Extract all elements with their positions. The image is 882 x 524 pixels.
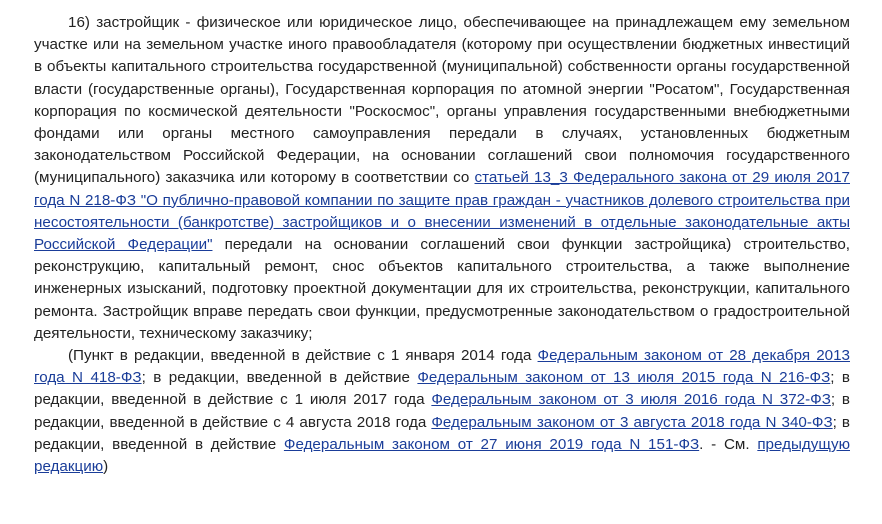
law-link-151-fz[interactable]: Федеральным законом от 27 июня 2019 года N 151-ФЗ	[283, 435, 700, 453]
paragraph-text-2: передали на основании соглашений свои функции застройщика) строительство, реконструкцию, капитальный ремонт, снос объектов капитального строительства, а также выполнение инженерных изысканий, подготовку проектной документации для их строительства, реконструкции, капитального ремонта. Застройщик вправе передать свои функции, предусмотренные законодательством о градостроительной деятельности, техническому заказчику;	[34, 236, 850, 342]
note-text-5: ; в редакции, введенной в действие	[34, 413, 850, 453]
note-text-4: ; в редакции, введенной в действие с 4 августа 2018 года	[34, 391, 850, 431]
revision-note	[34, 345, 850, 478]
paragraph-text-1: 16) застройщик - физическое или юридическое лицо, обеспечивающее на принадлежащем ему земельном участке или на земельном участке иного правообладателя (которому при осуществлении бюджетных инвестиций в объекты капитального строительства государственной (муниципальной) собственности органы государственной власти (государственные органы), Государственная корпорация по атомной энергии "Росатом", Государственная корпорация по космической деятельности "Роскосмос", органы управления государственными внебюджетными фондами или органы местного самоуправления передали в случаях, установленных бюджетным законодательством Российской Федерации, на основании соглашений свои полномочия государственного (муниципального) заказчика или которому в соответствии со	[34, 14, 850, 187]
note-text-2: ; в редакции, введенной в действие	[141, 369, 418, 387]
note-text-6: . - См.	[699, 435, 758, 453]
previous-revision-link[interactable]: предыдущую редакцию	[34, 435, 850, 476]
definition-paragraph	[34, 12, 850, 345]
note-text-1: (Пункт в редакции, введенной в действие с 1 января 2014 года	[68, 347, 538, 365]
note-text-7: )	[103, 458, 109, 476]
law-link-418-fz[interactable]: Федеральным законом от 28 декабря 2013 года N 418-ФЗ	[34, 347, 850, 387]
law-link-218-fz[interactable]: статьей 13_3 Федерального закона от 29 июля 2017 года N 218-ФЗ "О публично-правовой компании по защите прав граждан - участников долевого строительства при несостоятельности (банкротстве) застройщиков и о внесении изменений в отдельные законодательные акты Российской Федерации"	[34, 169, 850, 254]
law-link-216-fz[interactable]: Федеральным законом от 13 июля 2015 года N 216-ФЗ	[417, 369, 831, 387]
law-link-340-fz[interactable]: Федеральным законом от 3 августа 2018 года N 340-ФЗ	[431, 413, 833, 431]
law-link-372-fz[interactable]: Федеральным законом от 3 июля 2016 года N 372-ФЗ	[431, 391, 831, 409]
note-text-3: ; в редакции, введенной в действие с 1 июля 2017 года	[34, 369, 851, 409]
